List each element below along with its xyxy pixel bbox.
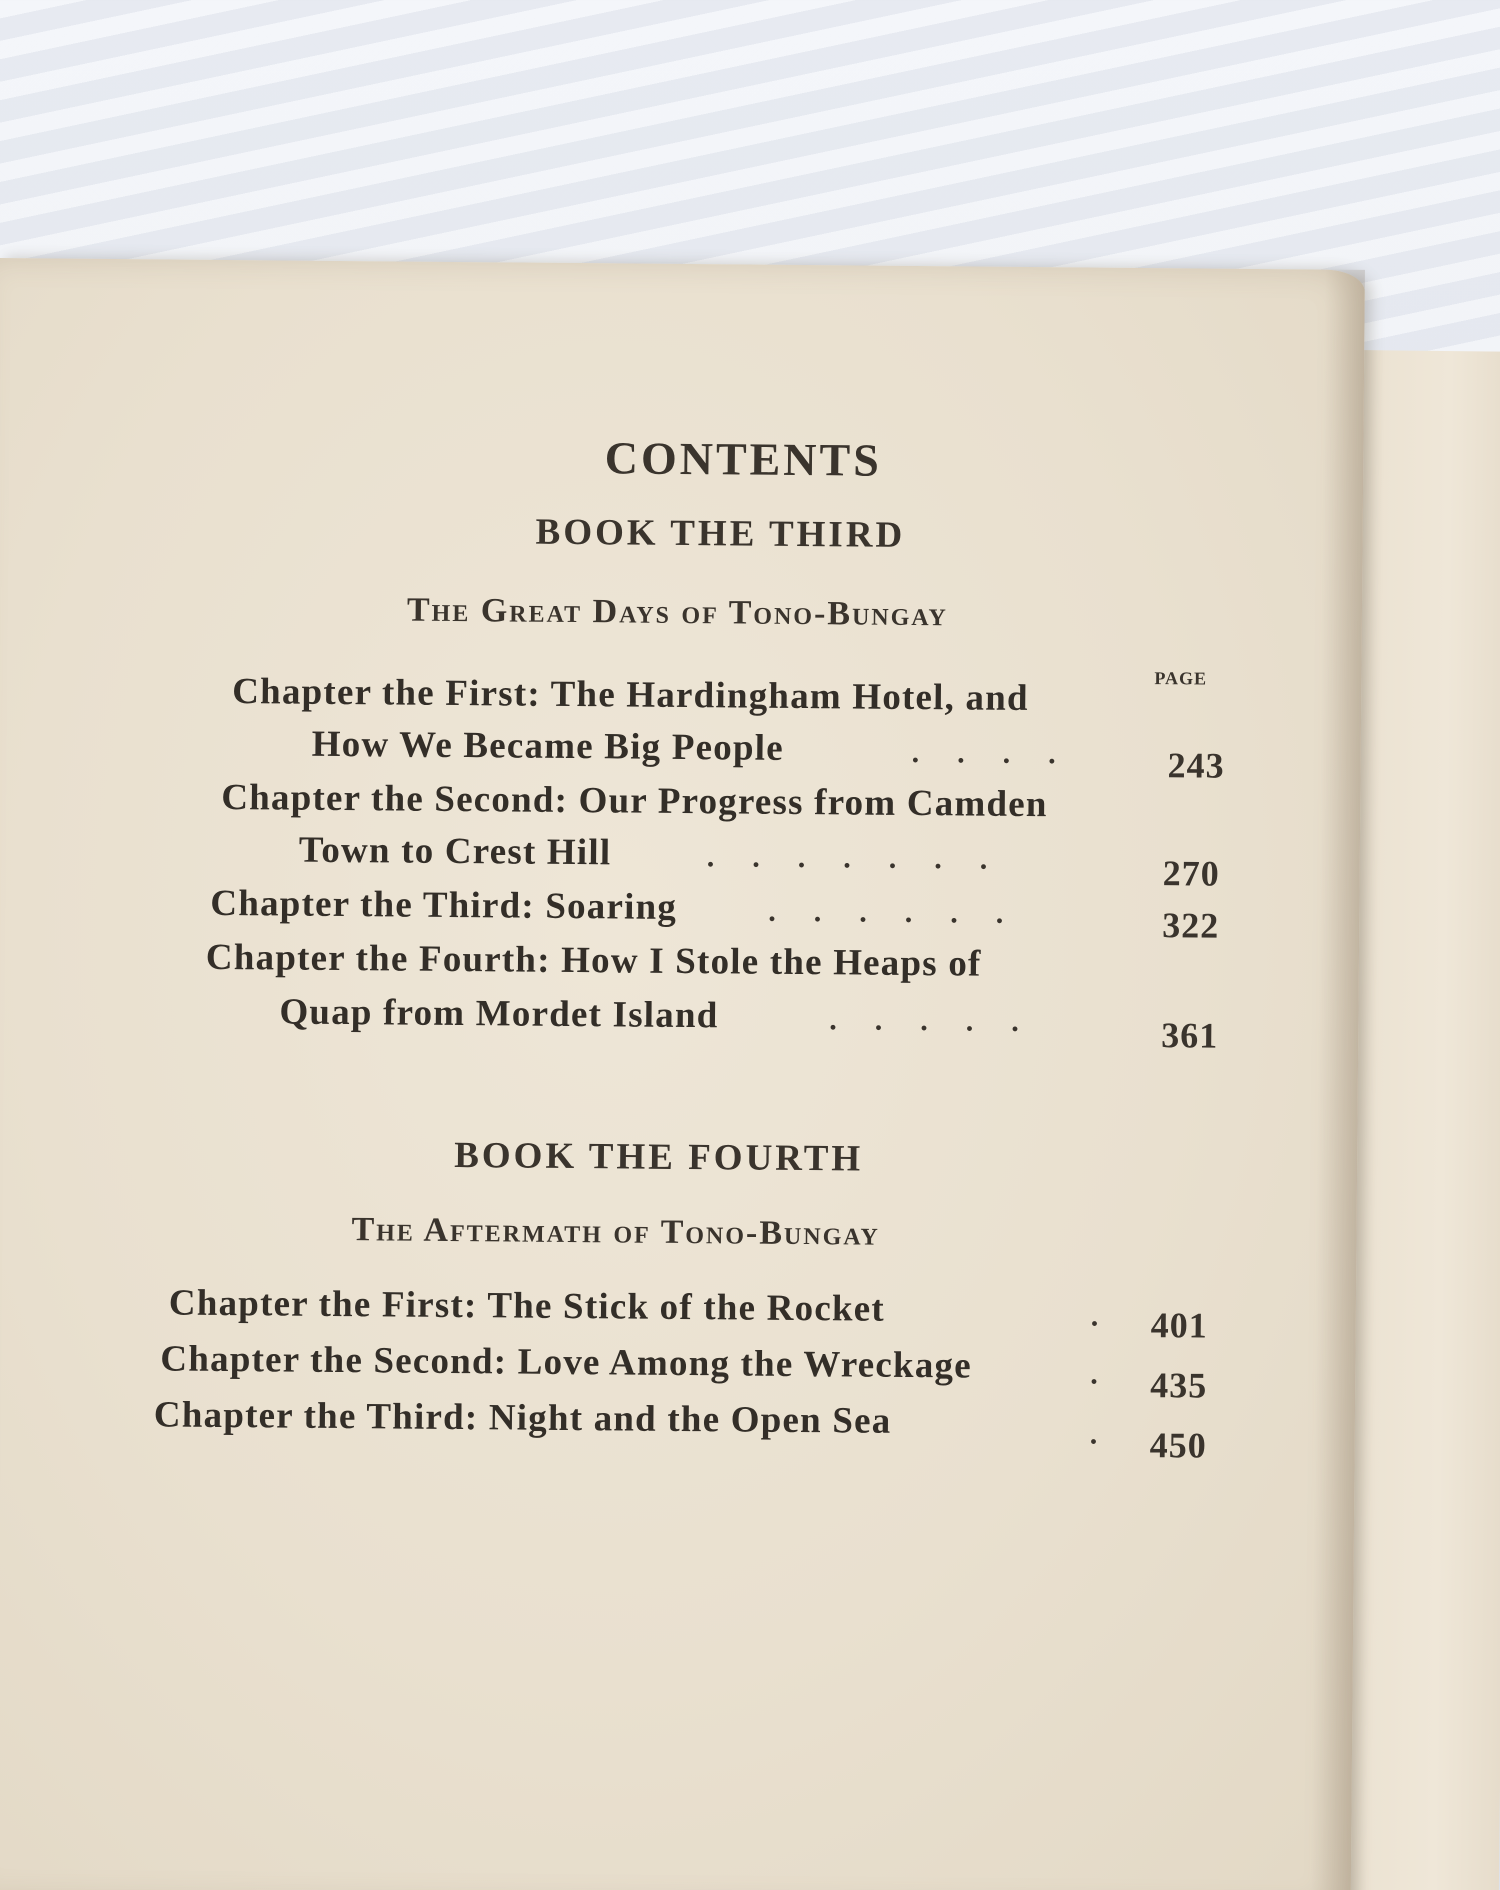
- toc-entry-line: Chapter the First: The Hardingham Hotel, and: [232, 671, 1029, 719]
- toc-entry-line: Quap from Mordet Island: [279, 991, 719, 1037]
- contents-title: CONTENTS: [604, 432, 883, 486]
- toc-page-number: 435: [1150, 1365, 1208, 1406]
- leader-dots: ....: [911, 735, 1094, 771]
- book-subtitle: The Aftermath of Tono-Bungay: [351, 1211, 880, 1253]
- toc-entry-line: Chapter the Second: Love Among the Wreckage: [160, 1338, 973, 1387]
- toc-page-number: 401: [1150, 1305, 1208, 1346]
- toc-entry-line: Chapter the Third: Night and the Open Sea: [153, 1394, 892, 1442]
- toc-page-number: 322: [1162, 905, 1220, 946]
- leader-dots: .....: [829, 1003, 1058, 1039]
- toc-entry-line: Chapter the Third: Soaring: [210, 882, 678, 928]
- toc-page-number: 450: [1149, 1425, 1207, 1466]
- toc-entry-line: How We Became Big People: [311, 723, 784, 769]
- toc-entry-line: Chapter the Fourth: How I Stole the Heaps of: [205, 936, 982, 985]
- book-heading: BOOK THE FOURTH: [454, 1134, 864, 1180]
- toc-page-number: 270: [1162, 853, 1220, 894]
- leader-dots: .: [1090, 1299, 1137, 1333]
- toc-page-number: 243: [1167, 745, 1225, 786]
- toc-entry-line: Town to Crest Hill: [298, 829, 612, 874]
- leader-dots: .......: [706, 840, 1026, 876]
- book-subtitle: The Great Days of Tono-Bungay: [406, 591, 949, 634]
- leader-dots: .: [1089, 1417, 1136, 1451]
- leader-dots: ......: [768, 894, 1042, 931]
- book-heading: BOOK THE THIRD: [535, 511, 906, 556]
- toc-entry-line: Chapter the Second: Our Progress from Camden: [221, 776, 1048, 826]
- show-through-text: [306, 1641, 928, 1886]
- toc-page-number: 361: [1161, 1015, 1219, 1056]
- leader-dots: .: [1090, 1357, 1136, 1391]
- book-page: [0, 258, 1365, 1890]
- page-column-label: PAGE: [1154, 668, 1208, 689]
- toc-entry-line: Chapter the First: The Stick of the Rocket: [168, 1282, 886, 1330]
